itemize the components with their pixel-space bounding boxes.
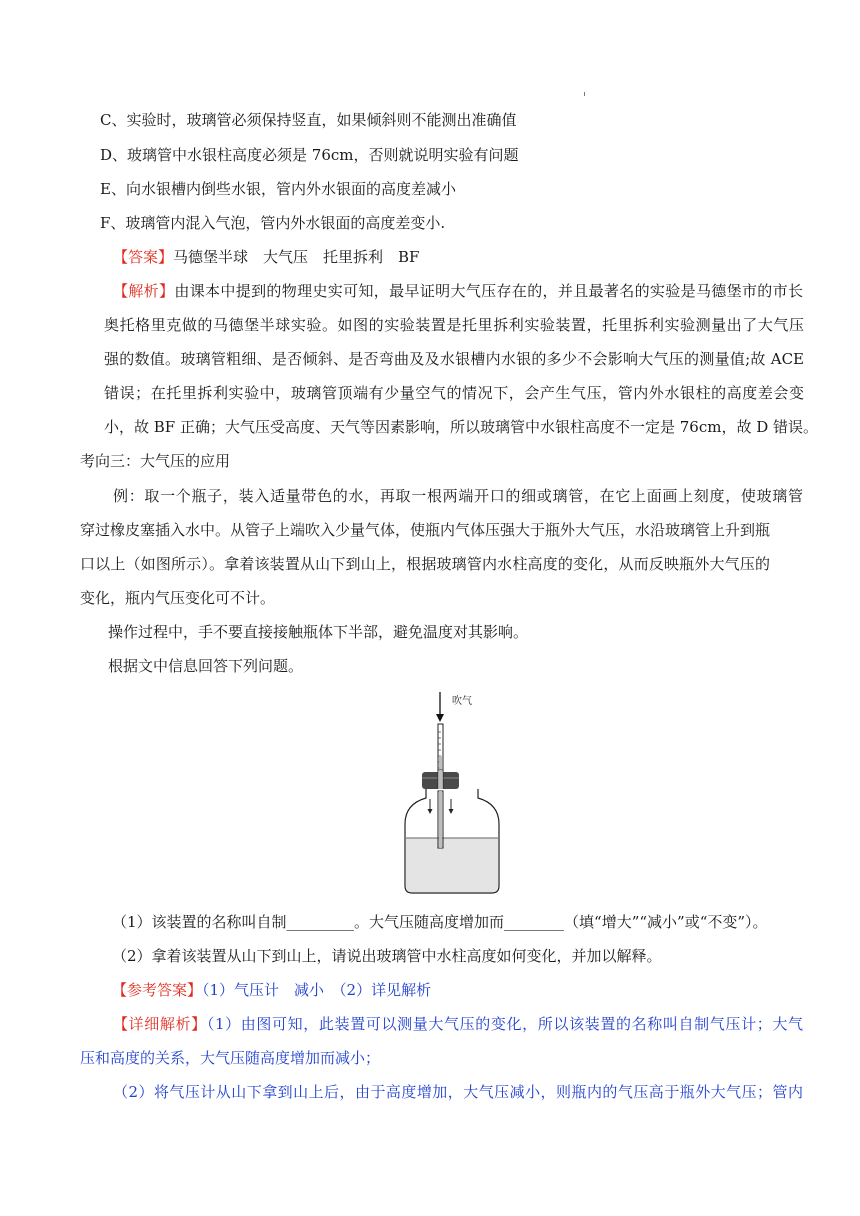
detail-line-3: （2）将气压计从山下拿到山上后，由于高度增加，大气压减小，则瓶内的气压高于瓶外大气压；管内 (113, 1083, 803, 1101)
analysis-label: 【解析】 (113, 282, 175, 300)
analysis-line-2: 奥托格里克做的马德堡半球实验。如图的实验装置是托里拆利实验装置，托里拆利实验测量出了大气压 (104, 316, 804, 334)
reference-text: （1）气压计 减小 （2）详见解析 (202, 981, 432, 999)
answer-text: 马德堡半球 大气压 托里拆利 BF (173, 248, 420, 266)
barometer-figure (403, 690, 501, 895)
operation-note: 操作过程中，手不要直接接触瓶体下半部，避免温度对其影响。 (108, 623, 529, 641)
instruction-text: 根据文中信息回答下列问题。 (108, 657, 304, 675)
analysis-line-1 (113, 281, 803, 301)
answer-label: 【答案】 (113, 248, 174, 266)
detail-text-1: （1）由图可知，此装置可以测量大气压的变化，所以该装置的名称叫自制气压计；大气 (206, 1015, 803, 1033)
example-line-4: 变化，瓶内气压变化可不计。 (80, 589, 276, 607)
option-c: C、实验时，玻璃管必须保持竖直，如果倾斜则不能测出准确值 (100, 111, 517, 129)
answer-line (113, 247, 813, 267)
blow-arrow-head (436, 714, 444, 722)
analysis-line-5: 小，故 BF 正确；大气压受高度、天气等因素影响，所以玻璃管中水银柱高度不一定是 76cm，故 D 错误。 (104, 418, 819, 436)
blow-label: 吹气 (452, 696, 472, 707)
analysis-line-4: 错误；在托里拆利实验中，玻璃管顶端有少量空气的情况下，会产生气压，管内外水银柱的高度差会变 (104, 384, 804, 402)
section-heading: 考向三：大气压的应用 (80, 452, 231, 470)
header-mark (584, 92, 585, 96)
option-e: E、向水银槽内倒些水银，管内外水银面的高度差减小 (100, 180, 456, 198)
example-line-2: 穿过橡皮塞插入水中。从管子上端吹入少量气体，使瓶内气体压强大于瓶外大气压，水沿玻璃管上升到瓶 (80, 521, 771, 539)
option-d: D、玻璃管中水银柱高度必须是 76cm，否则就说明实验有问题 (100, 146, 519, 164)
reference-label: 【参考答案】 (112, 981, 203, 999)
analysis-line-3: 强的数值。玻璃管粗细、是否倾斜、是否弯曲及及水银槽内水银的多少不会影响大气压的测量值;故 ACE (104, 350, 804, 368)
detail-label: 【详细解析】 (113, 1015, 207, 1033)
detail-line-1 (113, 1014, 803, 1034)
question-1: （1）该装置的名称叫自制_________。大气压随高度增加而________（填“增大”“减小”或“不变”）。 (112, 913, 768, 931)
reference-answer-line (112, 980, 812, 1000)
question-2: （2）拿着该装置从山下到山上，请说出玻璃管中水柱高度如何变化，并加以解释。 (112, 947, 662, 965)
option-f: F、玻璃管内混入气泡，管内外水银面的高度差变小. (100, 214, 446, 232)
detail-line-2: 压和高度的关系，大气压随高度增加而减小； (80, 1049, 381, 1067)
example-line-3: 口以上（如图所示）。拿着该装置从山下到山上，根据玻璃管内水柱高度的变化，从而反映瓶外大气压的 (80, 555, 770, 573)
example-line-1: 例：取一个瓶子，装入适量带色的水，再取一根两端开口的细或璃管，在它上面画上刻度，使玻璃管 (113, 487, 803, 505)
bottle-water (406, 838, 498, 892)
analysis-text-1: 由课本中提到的物理史实可知，最早证明大气压存在的，并且最著名的实验是马德堡市的市长 (174, 282, 803, 300)
